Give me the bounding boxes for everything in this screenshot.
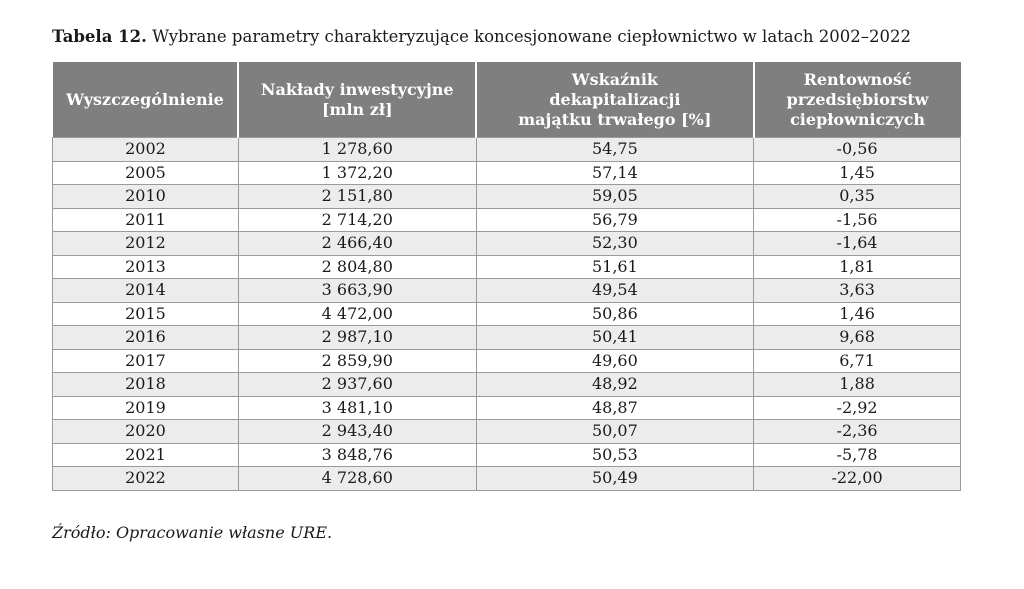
column-header-line: przedsiębiorstw xyxy=(786,89,929,109)
table-cell: 9,68 xyxy=(754,326,961,350)
column-header-line: ciepłowniczych xyxy=(790,109,926,129)
table-cell: 0,35 xyxy=(754,185,961,209)
column-header-line: Wskaźnik xyxy=(571,69,659,89)
table-cell: 50,41 xyxy=(476,326,754,350)
table-row xyxy=(53,373,961,397)
column-header-line: majątku trwałego [%] xyxy=(518,109,712,129)
table-cell: 1 372,20 xyxy=(238,161,476,185)
table-cell: 2015 xyxy=(53,302,239,326)
table-row xyxy=(53,467,961,491)
table-row xyxy=(53,302,961,326)
table-cell: 2 937,60 xyxy=(238,373,476,397)
table-cell: -5,78 xyxy=(754,443,961,467)
table-cell: 2011 xyxy=(53,208,239,232)
table-cell: 2014 xyxy=(53,279,239,303)
table-row xyxy=(53,420,961,444)
table-cell: 2012 xyxy=(53,232,239,256)
table-cell: 3 481,10 xyxy=(238,396,476,420)
table-body xyxy=(53,138,961,491)
column-header-2 xyxy=(238,62,476,138)
table-row xyxy=(53,279,961,303)
table-cell: 2 151,80 xyxy=(238,185,476,209)
table-cell: -22,00 xyxy=(754,467,961,491)
column-header-3 xyxy=(476,62,754,138)
table-cell: 2 859,90 xyxy=(238,349,476,373)
table-cell: 57,14 xyxy=(476,161,754,185)
table-cell: 2017 xyxy=(53,349,239,373)
column-header-line: Rentowność xyxy=(803,69,912,89)
table-cell: 2002 xyxy=(53,138,239,162)
source-note: Źródło: Opracowanie własne URE. xyxy=(52,523,333,542)
table-row xyxy=(53,185,961,209)
table-cell: 2016 xyxy=(53,326,239,350)
table-cell: 2 943,40 xyxy=(238,420,476,444)
table-cell: 1,46 xyxy=(754,302,961,326)
table-cell: -2,36 xyxy=(754,420,961,444)
table-cell: 2 804,80 xyxy=(238,255,476,279)
table-caption xyxy=(52,27,911,46)
table-cell: -0,56 xyxy=(754,138,961,162)
table-cell: 2018 xyxy=(53,373,239,397)
table-cell: 49,60 xyxy=(476,349,754,373)
table-cell: 48,87 xyxy=(476,396,754,420)
table-row xyxy=(53,396,961,420)
table-cell: 50,49 xyxy=(476,467,754,491)
table-cell: 49,54 xyxy=(476,279,754,303)
table-cell: 2005 xyxy=(53,161,239,185)
caption-text: Wybrane parametry charakteryzujące koncesjonowane ciepłownictwo w latach 2002–2022 xyxy=(152,27,911,46)
table-cell: 59,05 xyxy=(476,185,754,209)
table-cell: 54,75 xyxy=(476,138,754,162)
table-row xyxy=(53,232,961,256)
column-header-1 xyxy=(53,62,239,138)
data-table xyxy=(52,62,961,491)
table-cell: 2 466,40 xyxy=(238,232,476,256)
table-cell: 2020 xyxy=(53,420,239,444)
table-cell: 50,86 xyxy=(476,302,754,326)
table-row xyxy=(53,161,961,185)
table-cell: 56,79 xyxy=(476,208,754,232)
column-header-line: dekapitalizacji xyxy=(549,89,681,109)
table-cell: 1,81 xyxy=(754,255,961,279)
table-cell: 1,45 xyxy=(754,161,961,185)
table-row xyxy=(53,349,961,373)
column-header-line: Nakłady inwestycyjne xyxy=(260,79,454,99)
table-cell: 48,92 xyxy=(476,373,754,397)
column-header-line: Wyszczególnienie xyxy=(66,89,224,109)
table-cell: 1 278,60 xyxy=(238,138,476,162)
table-cell: -1,64 xyxy=(754,232,961,256)
table-row xyxy=(53,208,961,232)
table-cell: 51,61 xyxy=(476,255,754,279)
table-cell: 50,07 xyxy=(476,420,754,444)
table-cell: 4 728,60 xyxy=(238,467,476,491)
table-cell: -1,56 xyxy=(754,208,961,232)
table-cell: 6,71 xyxy=(754,349,961,373)
column-header-4 xyxy=(754,62,961,138)
table-row xyxy=(53,138,961,162)
header-row xyxy=(53,62,961,138)
table-cell: 4 472,00 xyxy=(238,302,476,326)
table-cell: 2010 xyxy=(53,185,239,209)
table-cell: 2013 xyxy=(53,255,239,279)
table-cell: 2022 xyxy=(53,467,239,491)
table-cell: 1,88 xyxy=(754,373,961,397)
table-cell: 2019 xyxy=(53,396,239,420)
table-cell: 3 663,90 xyxy=(238,279,476,303)
table-header xyxy=(53,62,961,138)
table-row xyxy=(53,443,961,467)
column-header-line: [mln zł] xyxy=(321,99,393,119)
caption-label: Tabela 12. xyxy=(52,27,147,46)
table-cell: 2 714,20 xyxy=(238,208,476,232)
table-row xyxy=(53,326,961,350)
table-cell: 2 987,10 xyxy=(238,326,476,350)
table-cell: 2021 xyxy=(53,443,239,467)
table-cell: 52,30 xyxy=(476,232,754,256)
table-row xyxy=(53,255,961,279)
table-cell: 3,63 xyxy=(754,279,961,303)
table-cell: -2,92 xyxy=(754,396,961,420)
table-cell: 50,53 xyxy=(476,443,754,467)
table-cell: 3 848,76 xyxy=(238,443,476,467)
